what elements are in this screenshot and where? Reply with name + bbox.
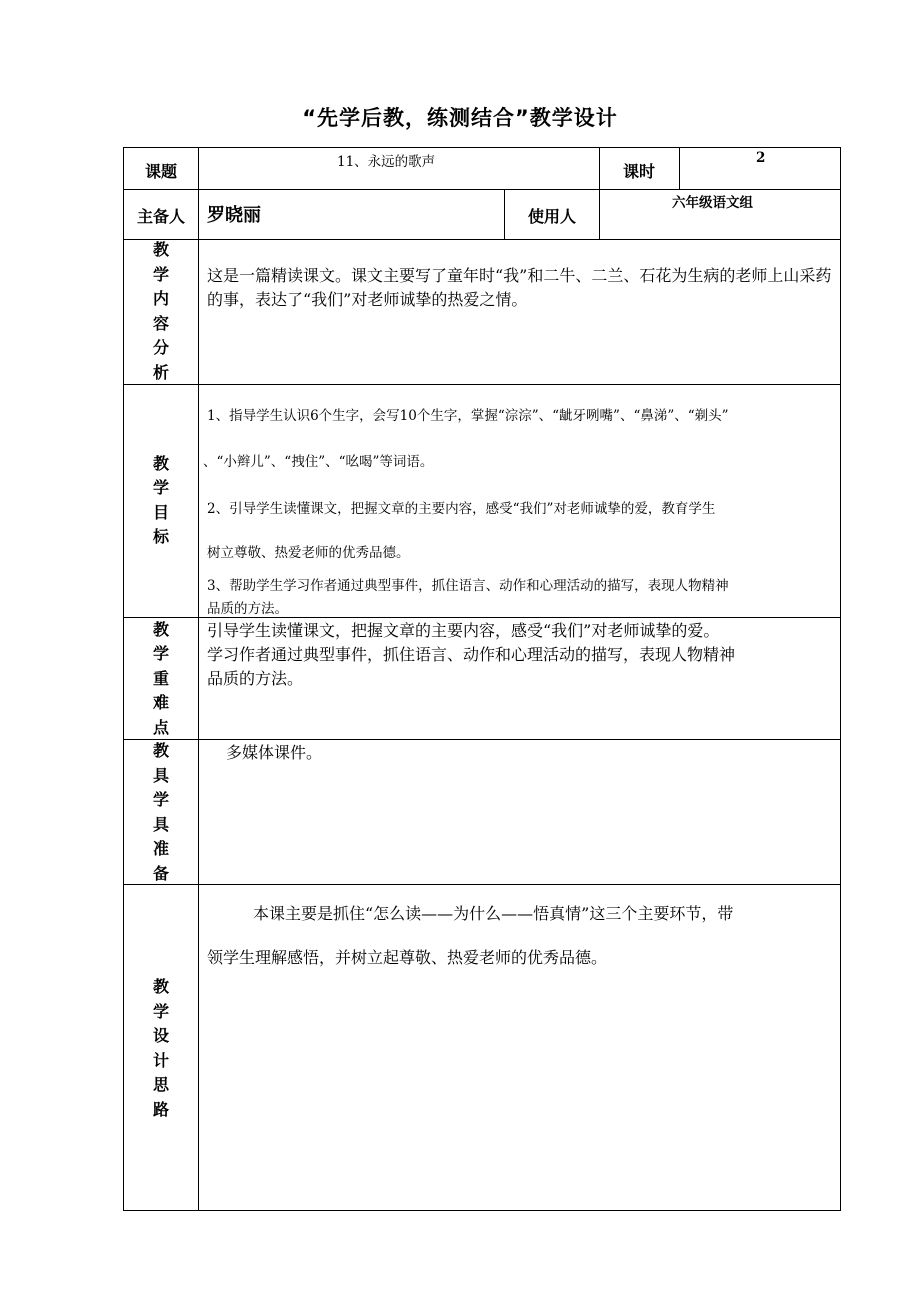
label-char: 学 [152, 478, 169, 497]
label-char: 计 [152, 1050, 169, 1070]
design-line: 本课主要是抓住“怎么读——为什么——悟真情”这三个主要环节，带 [253, 904, 734, 923]
label-char: 内 [152, 289, 169, 308]
objective-line: 3、帮助学生学习作者通过典型事件，抓住语言、动作和心理活动的描写，表现人物精神 [207, 578, 729, 594]
row-divider [123, 384, 841, 385]
user-label: 使用人 [527, 206, 576, 226]
preparer-value: 罗晓丽 [207, 205, 261, 226]
objective-line: 1、指导学生认识6个生字，会写10个生字，掌握“淙淙”、“龇牙咧嘴”、“鼻涕”、“剃头” [207, 408, 729, 424]
label-char: 教 [152, 619, 169, 639]
row-divider [123, 189, 841, 190]
key-point-line: 品质的方法。 [207, 669, 304, 688]
label-char: 设 [152, 1026, 169, 1045]
row-divider [123, 239, 841, 240]
objectives-label [123, 384, 199, 617]
document-title: “先学后教，练测结合”教学设计 [302, 106, 618, 130]
objective-line: 、“小辫儿”、“拽住”、“吆喝”等词语。 [203, 454, 434, 470]
row-divider [123, 739, 841, 740]
topic-label: 课题 [144, 161, 177, 181]
label-char: 学 [152, 790, 169, 809]
label-char: 标 [152, 527, 169, 546]
label-char: 容 [152, 313, 169, 333]
design-line: 领学生理解感悟，并树立起尊敬、热爱老师的优秀品德。 [207, 948, 608, 967]
user-value: 六年级语文组 [672, 195, 753, 211]
label-char: 重 [152, 668, 169, 688]
preparer-label: 主备人 [136, 206, 185, 226]
label-char: 备 [152, 863, 169, 883]
materials-text: 多媒体课件。 [226, 743, 323, 762]
row-divider [123, 617, 841, 618]
label-char: 具 [152, 765, 169, 785]
objective-line: 2、引导学生读懂课文，把握文章的主要内容，感受“我们”对老师诚挚的爱，教育学生 [207, 501, 716, 517]
column-divider [679, 147, 680, 189]
key-point-line: 引导学生读懂课文，把握文章的主要内容，感受“我们”对老师诚挚的爱。 [207, 621, 720, 640]
period-value: 2 [756, 150, 766, 166]
label-char: 准 [152, 839, 169, 858]
objective-line: 品质的方法。 [207, 601, 288, 617]
key-points-label [123, 619, 199, 739]
label-char: 难 [152, 693, 169, 713]
label-char: 思 [152, 1075, 169, 1094]
design-label [123, 886, 199, 1211]
period-label: 课时 [622, 161, 655, 181]
label-char: 学 [152, 1001, 169, 1021]
label-char: 析 [152, 362, 169, 382]
materials-label [123, 741, 199, 884]
key-point-line: 学习作者通过典型事件，抓住语言、动作和心理活动的描写，表现人物精神 [207, 645, 736, 664]
row-divider [123, 884, 841, 885]
objective-line: 树立尊敬、热爱老师的优秀品德。 [207, 545, 410, 561]
label-char: 路 [152, 1099, 169, 1119]
label-char: 具 [152, 814, 169, 834]
label-char: 教 [152, 453, 169, 473]
label-char: 点 [152, 717, 169, 737]
content-analysis-text: 这是一篇精读课文。课文主要写了童年时“我”和二牛、二兰、石花为生病的老师上山采药的事，表达了“我们”对老师诚挚的热爱之情。 [207, 266, 832, 309]
label-char: 教 [152, 240, 169, 259]
label-char: 分 [152, 338, 169, 357]
label-char: 学 [152, 264, 169, 284]
label-char: 教 [152, 741, 169, 760]
content-analysis-label [123, 239, 199, 384]
label-char: 学 [152, 644, 169, 664]
topic-value: 11、永远的歌声 [337, 154, 436, 170]
label-char: 目 [152, 502, 169, 522]
label-char: 教 [152, 977, 169, 996]
